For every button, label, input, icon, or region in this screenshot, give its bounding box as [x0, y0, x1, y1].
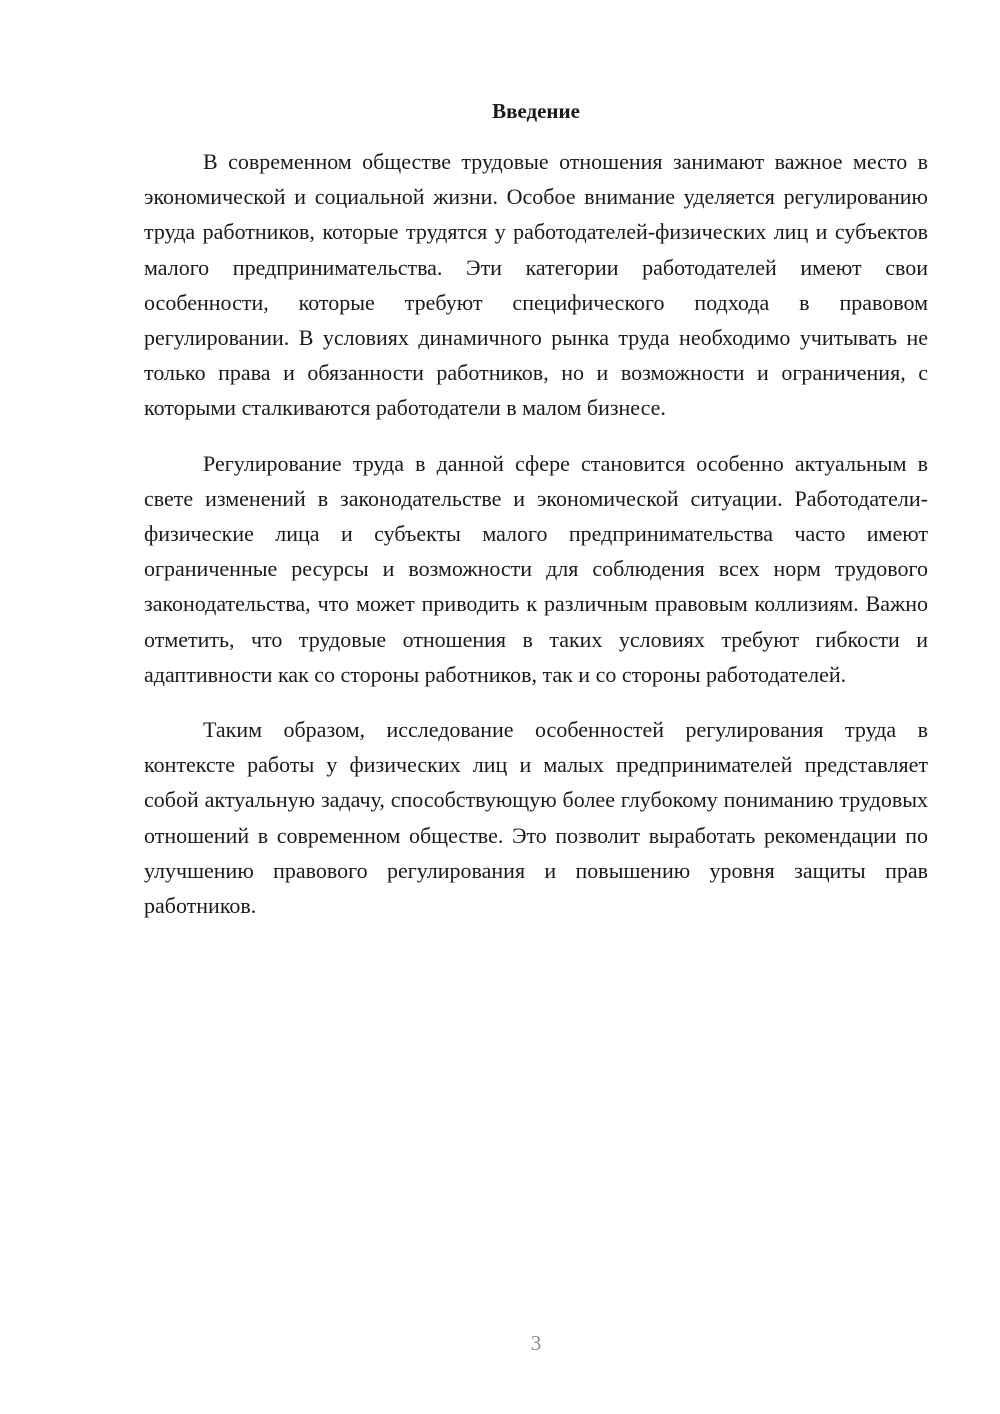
paragraph-2: Регулирование труда в данной сфере становится особенно актуальным в свете изменений в законодательстве и экономической ситуации. Работодатели-физические лица и субъекты малого предпринимательства часто имеют ограниченные ресурсы и возможности для соблюдения всех норм трудового законодательства, что может приводить к различным правовым коллизиям. Важно отметить, что трудовые отношения в таких условиях требуют гибкости и адаптивности как со стороны работников, так и со стороны работодателей.: [144, 450, 928, 687]
document-body: [144, 144, 928, 943]
page-title: Введение: [492, 99, 580, 123]
paragraph-3: Таким образом, исследование особенностей регулирования труда в контексте работы у физических лиц и малых предпринимателей представляет собой актуальную задачу, способствующую более глубокому пониманию трудовых отношений в современном обществе. Это позволит выработать рекомендации по улучшению правового регулирования и повышению уровня защиты прав работников.: [144, 717, 928, 919]
paragraph-1: В современном обществе трудовые отношения занимают важное место в экономической и социальной жизни. Особое внимание уделяется регулированию труда работников, которые трудятся у работодателей-физических лиц и субъектов малого предпринимательства. Эти категории работодателей имеют свои особенности, которые требуют специфического подхода в правовом регулировании. В условиях динамичного рынка труда необходимо учитывать не только права и обязанности работников, но и возможности и ограничения, с которыми сталкиваются работодатели в малом бизнесе.: [144, 149, 928, 421]
page-number: 3: [530, 1331, 542, 1355]
